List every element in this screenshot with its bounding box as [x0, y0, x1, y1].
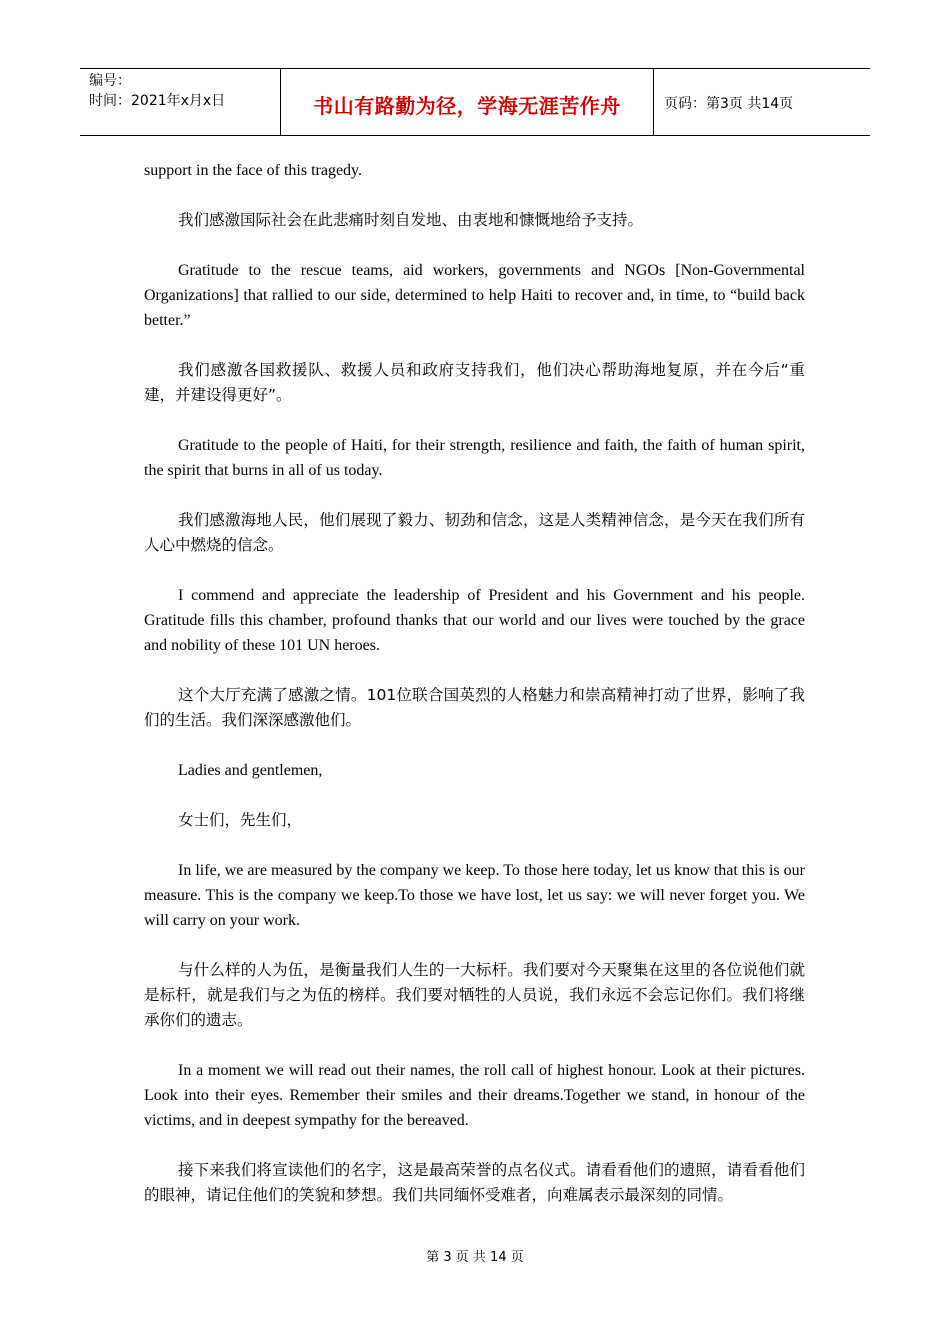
paragraph-zh: 我们感激各国救援队、救援人员和政府支持我们，他们决心帮助海地复原，并在今后“重建，并建设得更好”。 [144, 361, 805, 404]
date-label: 时间：2021年x月x日 [89, 93, 226, 109]
paragraph-zh: 女士们，先生们， [178, 811, 303, 829]
paragraph-en: Gratitude to the rescue teams, aid workers, governments and NGOs [Non-Governmental Organizations] that rallied to our side, determined to help Haiti to recover and, in time, to “build back better.” [144, 262, 805, 329]
document-body [144, 158, 805, 1233]
paragraph-en: I commend and appreciate the leadership of President and his Government and his people. Gratitude fills this chamber, profound thanks that our world and our lives were touched by the grace and nobility of these 101 UN heroes. [144, 587, 805, 654]
document-header [80, 68, 870, 136]
footer-page-number: 第 3 页 共 14 页 [426, 1250, 524, 1265]
paragraph-en: In life, we are measured by the company we keep. To those here today, let us know that this is our measure. This is the company we keep.To those we have lost, let us say: we will never forget you. We will carry on your work. [144, 862, 805, 929]
paragraph-en: Gratitude to the people of Haiti, for their strength, resilience and faith, the faith of human spirit, the spirit that burns in all of us today. [144, 437, 805, 479]
paragraph-en: support in the face of this tragedy. [144, 162, 363, 179]
paragraph-en: In a moment we will read out their names, the roll call of highest honour. Look at their pictures. Look into their eyes. Remember their smiles and their dreams.Together we stand, in honour of the victims, and in deepest sympathy for the bereaved. [144, 1062, 805, 1129]
serial-number-label: 编号： [89, 73, 131, 89]
page-footer [0, 1246, 950, 1265]
page-info: 页码：第3页 共14页 [664, 96, 794, 112]
paragraph-en: Ladies and gentlemen, [178, 762, 323, 779]
paragraph-zh: 与什么样的人为伍，是衡量我们人生的一大标杆。我们要对今天聚集在这里的各位说他们就是标杆，就是我们与之为伍的榜样。我们要对牺牲的人员说，我们永远不会忘记你们。我们将继承你们的遗志。 [144, 961, 805, 1029]
header-page-cell [654, 69, 870, 135]
paragraph-zh: 我们感激海地人民，他们展现了毅力、韧劲和信念，这是人类精神信念，是今天在我们所有人心中燃烧的信念。 [144, 511, 805, 554]
motto-text: 书山有路勤为径，学海无涯苦作舟 [313, 93, 621, 118]
header-motto-cell [281, 69, 654, 135]
paragraph-zh: 接下来我们将宣读他们的名字，这是最高荣誉的点名仪式。请看看他们的遗照，请看看他们的眼神，请记住他们的笑貌和梦想。我们共同缅怀受难者，向难属表示最深刻的同情。 [144, 1161, 805, 1204]
header-meta-cell [80, 69, 281, 135]
paragraph-zh: 这个大厅充满了感激之情。101位联合国英烈的人格魅力和崇高精神打动了世界，影响了我们的生活。我们深深感激他们。 [144, 686, 805, 729]
paragraph-zh: 我们感激国际社会在此悲痛时刻自发地、由衷地和慷慨地给予支持。 [178, 211, 644, 229]
